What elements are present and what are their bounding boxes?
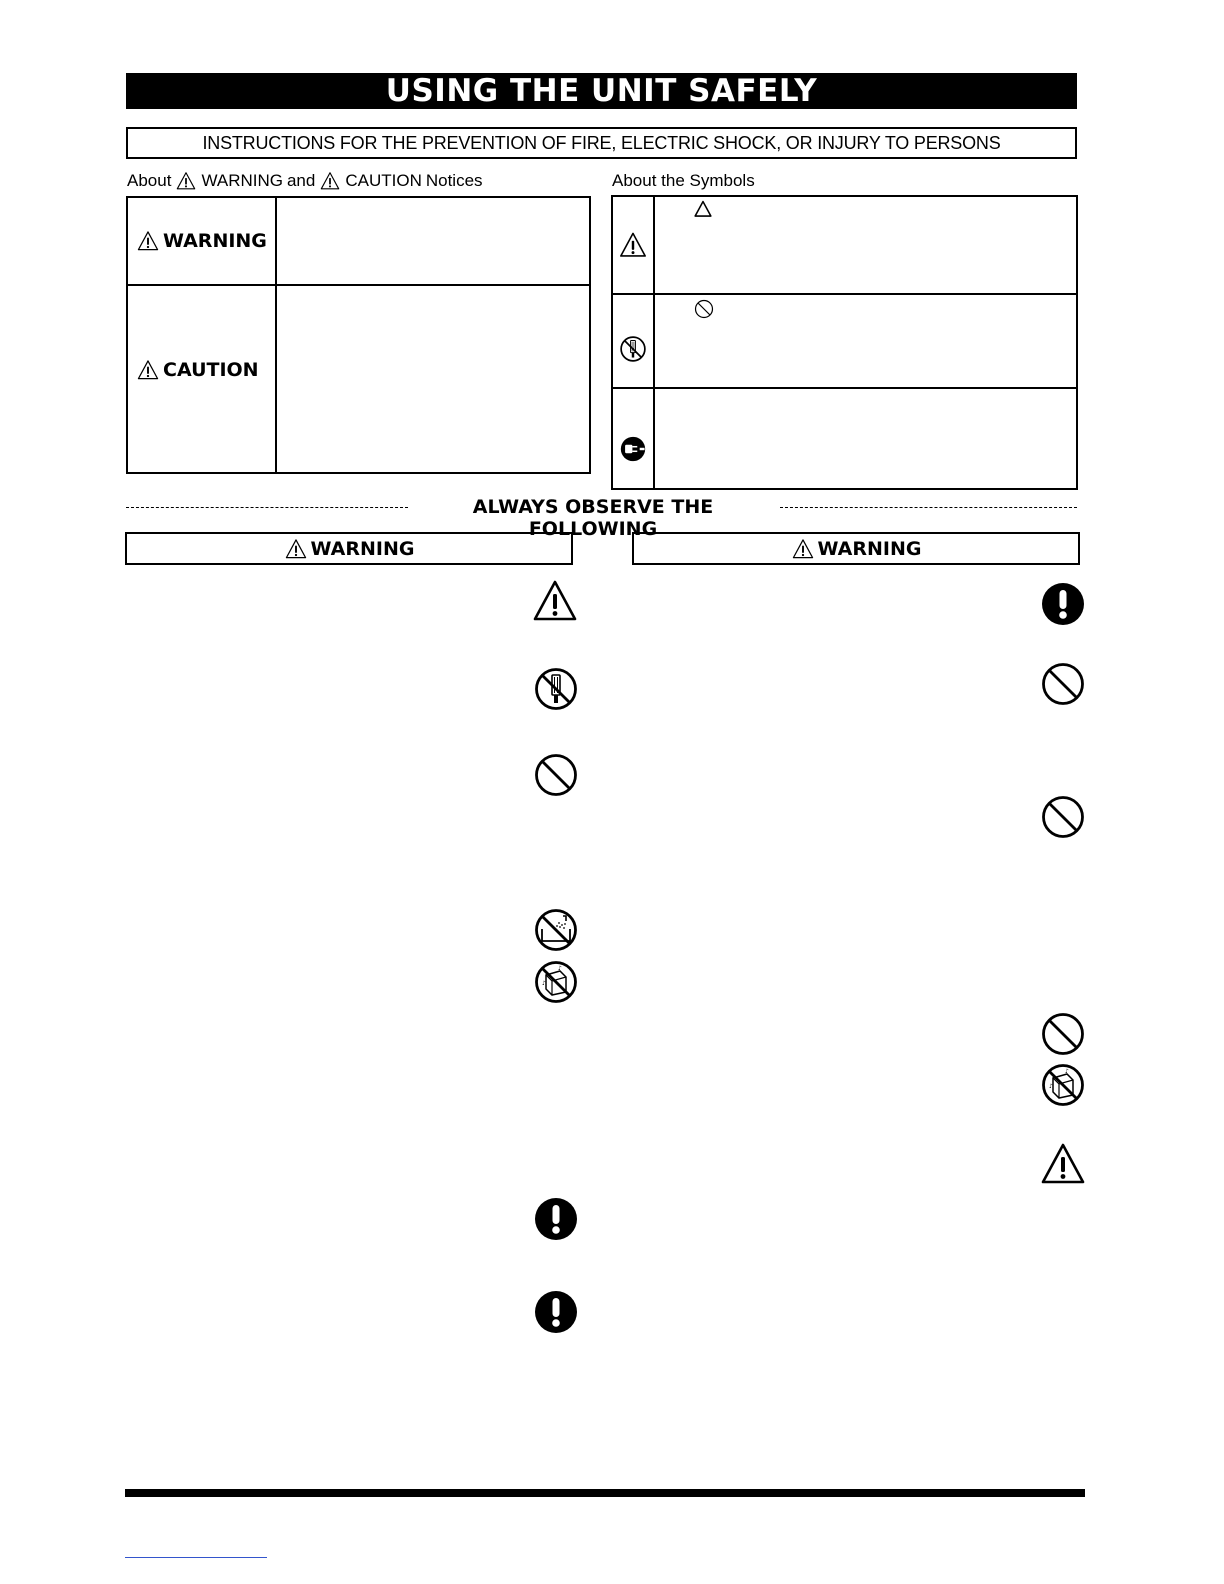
dashed-rule <box>126 507 408 508</box>
table-divider <box>613 293 1076 295</box>
prohibited-icon <box>533 752 579 798</box>
instructions-subtitle: INSTRUCTIONS FOR THE PREVENTION OF FIRE, ELECTRIC SHOCK, OR INJURY TO PERSONS <box>126 127 1077 159</box>
left-warning-header-text: WARNING <box>310 537 415 560</box>
notices-table <box>126 196 591 474</box>
notices-heading-warning: WARNING <box>201 171 283 190</box>
caution-label-text: CAUTION <box>163 359 259 381</box>
observe-heading: ALWAYS OBSERVE THE FOLLOWING <box>472 496 714 540</box>
symbols-heading: About the Symbols <box>612 171 755 190</box>
notices-heading-suffix: Notices <box>425 171 483 190</box>
right-warning-header <box>632 532 1080 565</box>
no-disassemble-icon <box>533 666 579 712</box>
table-divider <box>653 197 655 488</box>
warning-triangle-icon <box>284 538 308 560</box>
symbols-table <box>611 195 1078 490</box>
footer-rule <box>125 1489 1085 1497</box>
warning-triangle-outline-icon <box>693 200 713 218</box>
no-children-icon <box>1040 1062 1086 1108</box>
table-divider <box>613 387 1076 389</box>
prohibited-icon <box>694 299 714 319</box>
table-divider <box>275 198 277 472</box>
no-disassemble-icon <box>619 335 647 363</box>
table-divider <box>128 284 589 286</box>
right-warning-header-text: WARNING <box>817 537 922 560</box>
warning-triangle-icon <box>619 231 647 259</box>
prohibited-icon <box>1040 661 1086 707</box>
warning-triangle-icon <box>791 538 815 560</box>
caution-notice-label <box>136 359 259 381</box>
warning-triangle-icon <box>1040 1141 1086 1187</box>
prohibited-icon <box>1040 794 1086 840</box>
unplug-icon <box>619 435 647 463</box>
no-water-icon <box>533 907 579 953</box>
warning-notice-label <box>136 230 267 252</box>
notices-heading-prefix: About <box>127 171 172 190</box>
dashed-rule <box>780 507 1077 508</box>
warning-triangle-icon <box>532 578 578 624</box>
mandatory-icon <box>533 1289 579 1335</box>
warning-triangle-icon <box>319 171 341 191</box>
mandatory-icon <box>1040 581 1086 627</box>
no-children-icon <box>533 959 579 1005</box>
footer-link-underline[interactable] <box>125 1557 267 1558</box>
warning-triangle-icon <box>136 230 160 252</box>
warning-label-text: WARNING <box>163 230 267 252</box>
warning-triangle-icon <box>136 359 160 381</box>
mandatory-icon <box>533 1196 579 1242</box>
page-title: USING THE UNIT SAFELY <box>126 73 1077 109</box>
prohibited-icon <box>1040 1011 1086 1057</box>
notices-heading <box>127 171 483 191</box>
warning-triangle-icon <box>175 171 197 191</box>
notices-heading-caution: CAUTION <box>345 171 422 190</box>
left-warning-header <box>125 532 573 565</box>
notices-heading-and: and <box>286 171 316 190</box>
